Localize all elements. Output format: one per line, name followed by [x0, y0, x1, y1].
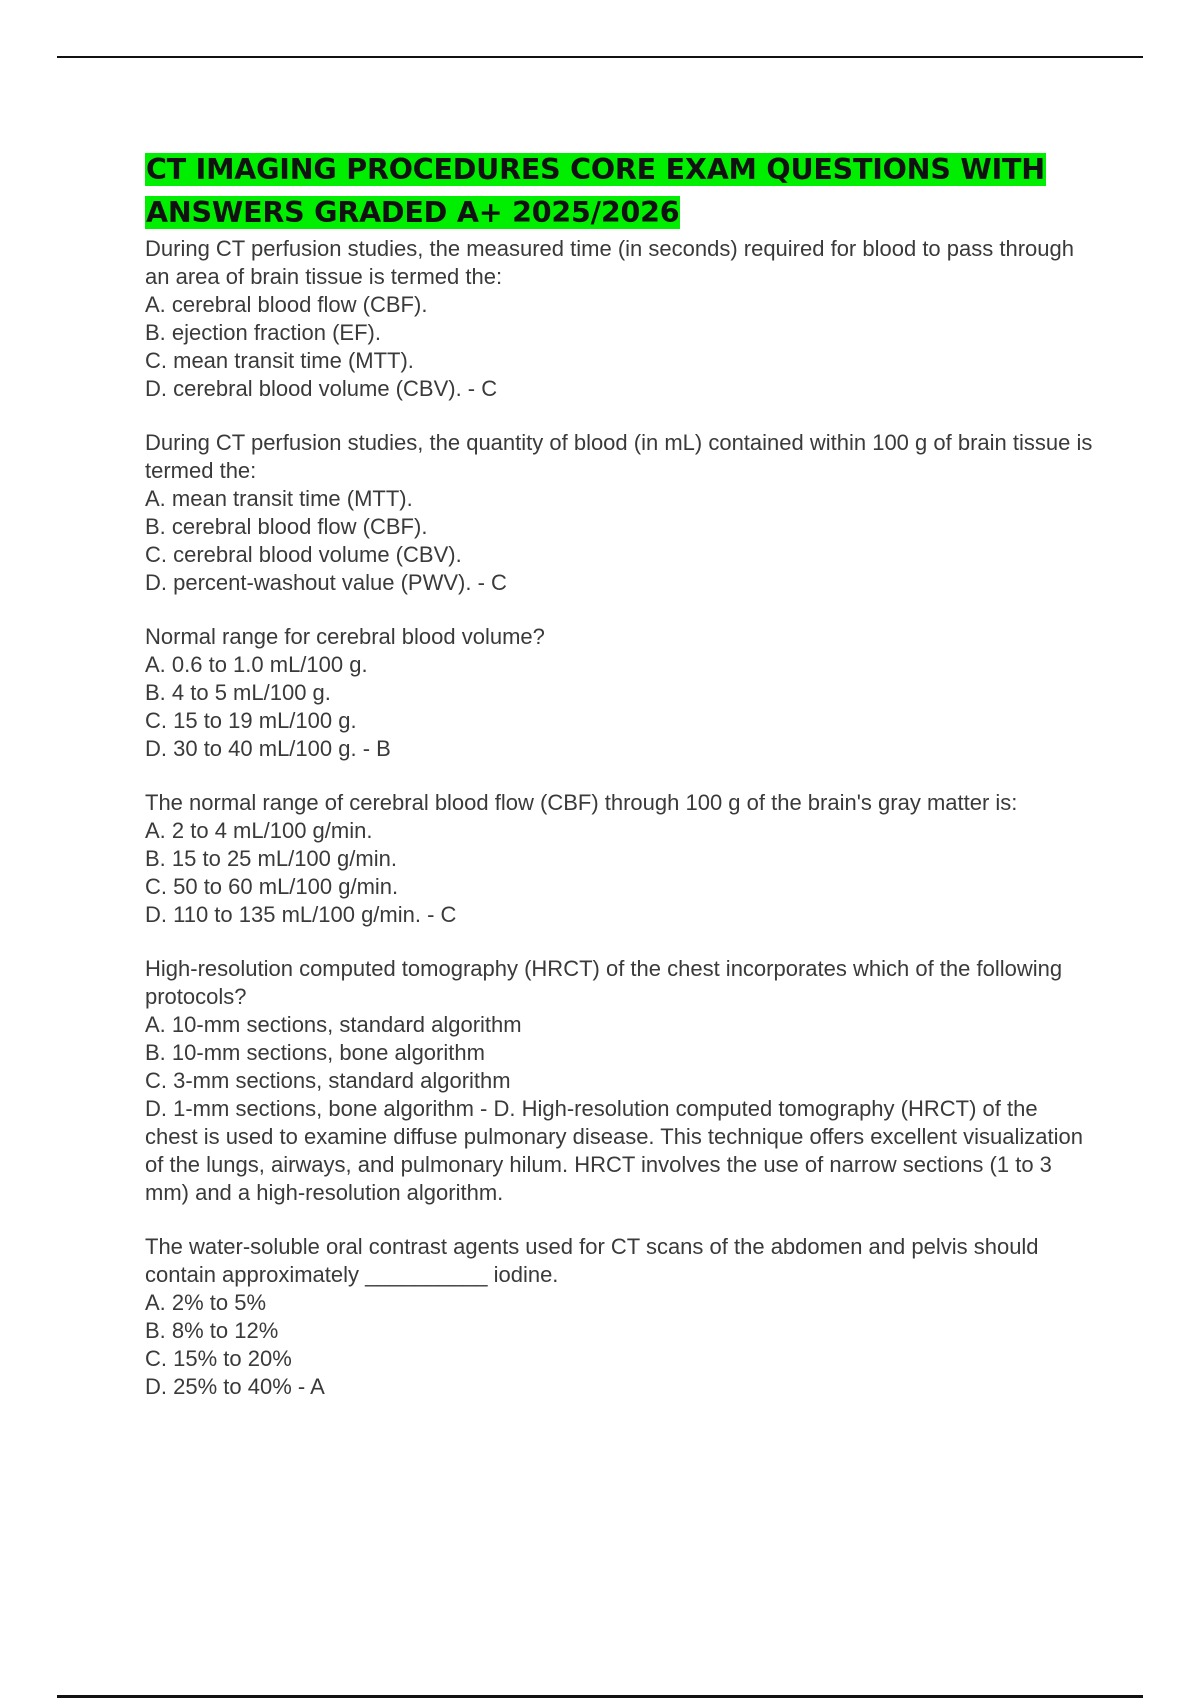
question-text: Normal range for cerebral blood volume?: [145, 624, 545, 649]
question-text: During CT perfusion studies, the measured time (in seconds) required for blood to pass through an area of brain tissue is termed the:: [145, 236, 1074, 289]
answer-option: C. 15 to 19 mL/100 g.: [145, 708, 357, 733]
answer-option: C. 15% to 20%: [145, 1346, 292, 1371]
question-block: [145, 955, 1095, 1207]
answer-option: A. 2 to 4 mL/100 g/min.: [145, 818, 373, 843]
question-text: During CT perfusion studies, the quantity of blood (in mL) contained within 100 g of brain tissue is termed the:: [145, 430, 1093, 483]
title-line-1: CT IMAGING PROCEDURES CORE EXAM QUESTIONS WITH: [146, 153, 1045, 186]
answer-option: C. mean transit time (MTT).: [145, 348, 414, 373]
header-rule: [57, 56, 1143, 58]
question-block: [145, 429, 1095, 597]
question-text: The normal range of cerebral blood flow (CBF) through 100 g of the brain's gray matter is:: [145, 790, 1018, 815]
answer-option: B. ejection fraction (EF).: [145, 320, 381, 345]
answer-option: D. 25% to 40% - A: [145, 1374, 325, 1399]
answer-option: B. 8% to 12%: [145, 1318, 279, 1343]
question-text: High-resolution computed tomography (HRCT) of the chest incorporates which of the following protocols?: [145, 956, 1063, 1009]
answer-option: C. 50 to 60 mL/100 g/min.: [145, 874, 399, 899]
answer-option: D. percent-washout value (PWV). - C: [145, 570, 507, 595]
answer-option: A. 2% to 5%: [145, 1290, 267, 1315]
answer-option: B. 15 to 25 mL/100 g/min.: [145, 846, 397, 871]
question-block: [145, 1233, 1095, 1401]
question-text: The water-soluble oral contrast agents used for CT scans of the abdomen and pelvis should contain approximately __________ iodine.: [145, 1234, 1039, 1287]
question-block: [145, 235, 1095, 403]
document-title: [145, 148, 1095, 234]
answer-option: A. 0.6 to 1.0 mL/100 g.: [145, 652, 368, 677]
answer-option: D. 1-mm sections, bone algorithm - D. High-resolution computed tomography (HRCT) of the chest is used to examine diffuse pulmonary disease. This technique offers excellent visualization of the lungs, airways, and pulmonary hilum. HRCT involves the use of narrow sections (1 to 3 mm) and a high-resolution algorithm.: [145, 1096, 1083, 1205]
answer-option: B. 4 to 5 mL/100 g.: [145, 680, 331, 705]
answer-option: B. 10-mm sections, bone algorithm: [145, 1040, 485, 1065]
answer-option: B. cerebral blood flow (CBF).: [145, 514, 428, 539]
document-body: [145, 148, 1095, 1427]
answer-option: A. cerebral blood flow (CBF).: [145, 292, 428, 317]
answer-option: D. 30 to 40 mL/100 g. - B: [145, 736, 391, 761]
footer-rule: [57, 1695, 1143, 1698]
answer-option: D. cerebral blood volume (CBV). - C: [145, 376, 498, 401]
answer-option: A. 10-mm sections, standard algorithm: [145, 1012, 522, 1037]
answer-option: D. 110 to 135 mL/100 g/min. - C: [145, 902, 457, 927]
title-line-2: ANSWERS GRADED A+ 2025/2026: [146, 196, 680, 229]
answer-option: C. cerebral blood volume (CBV).: [145, 542, 462, 567]
answer-option: C. 3-mm sections, standard algorithm: [145, 1068, 511, 1093]
question-block: [145, 623, 1095, 763]
question-block: [145, 789, 1095, 929]
answer-option: A. mean transit time (MTT).: [145, 486, 413, 511]
